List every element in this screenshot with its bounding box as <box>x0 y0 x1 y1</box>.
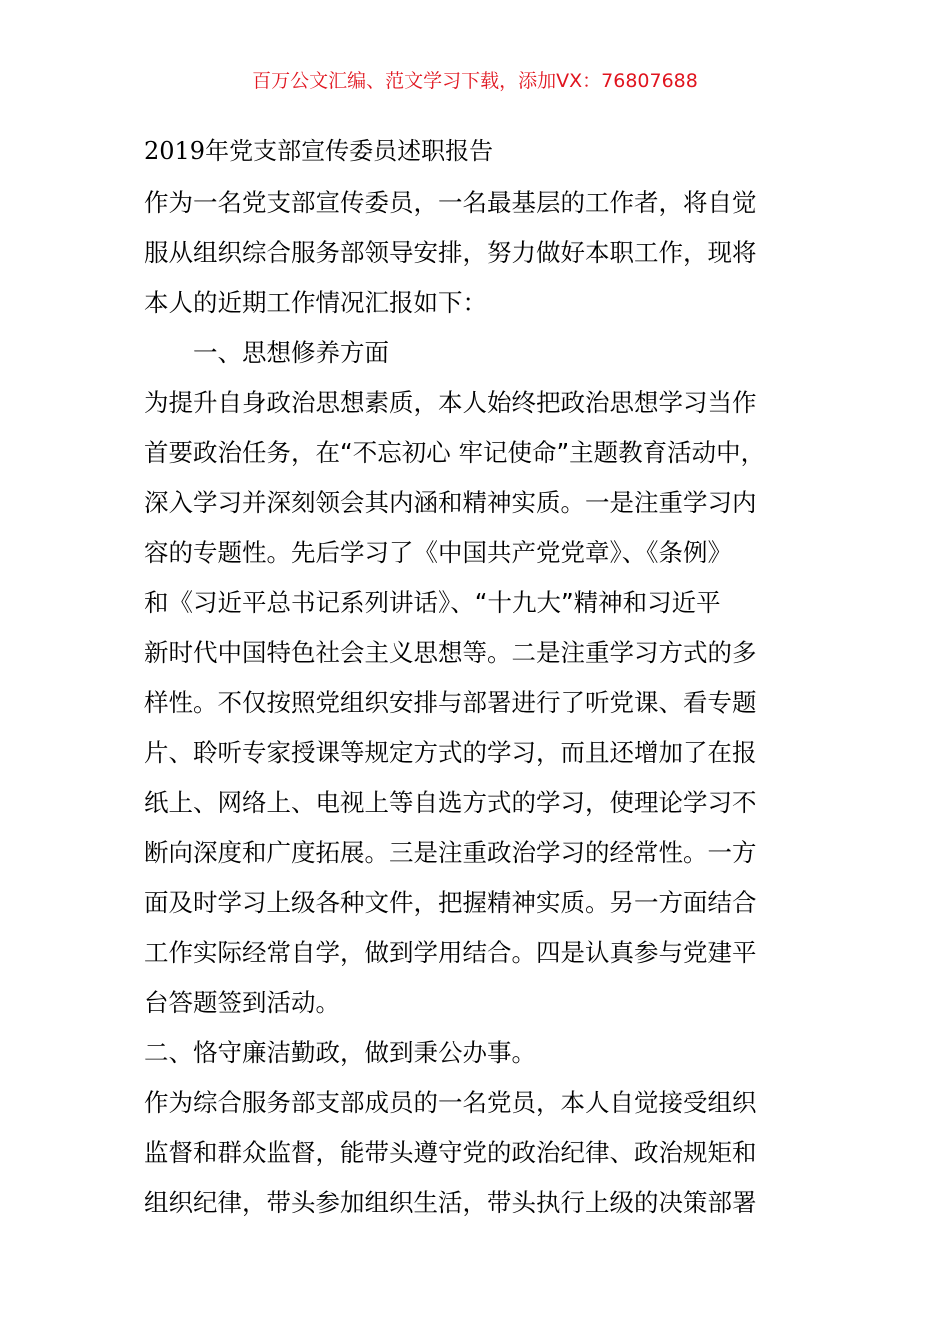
text-line: 样性。不仅按照党组织安排与部署进行了听党课、看专题 <box>144 688 757 717</box>
text-line: 为提升自身政治思想素质，本人始终把政治思想学习当作 <box>144 388 757 417</box>
text-line: 和《习近平总书记系列讲话》、“十九大”精神和习近平 <box>144 588 721 617</box>
text-line: 容的专题性。先后学习了《中国共产党党章》、《条例》 <box>144 538 732 567</box>
text-line: 工作实际经常自学，做到学用结合。四是认真参与党建平 <box>144 938 757 967</box>
text-line: 片、聆听专家授课等规定方式的学习，而且还增加了在报 <box>144 738 757 767</box>
document-body <box>144 133 824 1228</box>
text-line: 首要政治任务，在“不忘初心 牢记使命”主题教育活动中， <box>144 438 766 467</box>
text-line: 深入学习并深刻领会其内涵和精神实质。一是注重学习内 <box>144 488 757 517</box>
text-line: 作为综合服务部支部成员的一名党员，本人自觉接受组织 <box>144 1088 757 1117</box>
text-line: 纸上、网络上、电视上等自选方式的学习，使理论学习不 <box>144 788 757 817</box>
text-line: 新时代中国特色社会主义思想等。二是注重学习方式的多 <box>144 638 757 667</box>
text-line: 台答题签到活动。 <box>144 988 340 1017</box>
text-line: 一、思想修养方面 <box>193 338 389 367</box>
text-line: 作为一名党支部宣传委员，一名最基层的工作者，将自觉 <box>144 188 757 217</box>
text-line: 面及时学习上级各种文件，把握精神实质。另一方面结合 <box>144 888 757 917</box>
paragraph-lines <box>144 178 824 1228</box>
text-line: 本人的近期工作情况汇报如下： <box>144 288 487 317</box>
text-line: 服从组织综合服务部领导安排，努力做好本职工作，现将 <box>144 238 757 267</box>
text-line: 组织纪律，带头参加组织生活，带头执行上级的决策部署 <box>144 1188 757 1217</box>
header-banner: 百万公文汇编、范文学习下载，添加VX：76807688 <box>252 70 698 92</box>
document-title: 2019年党支部宣传委员述职报告 <box>144 137 494 165</box>
text-line: 断向深度和广度拓展。三是注重政治学习的经常性。一方 <box>144 838 757 867</box>
text-line: 监督和群众监督，能带头遵守党的政治纪律、政治规矩和 <box>144 1138 757 1167</box>
text-line: 二、恪守廉洁勤政，做到秉公办事。 <box>144 1038 536 1067</box>
